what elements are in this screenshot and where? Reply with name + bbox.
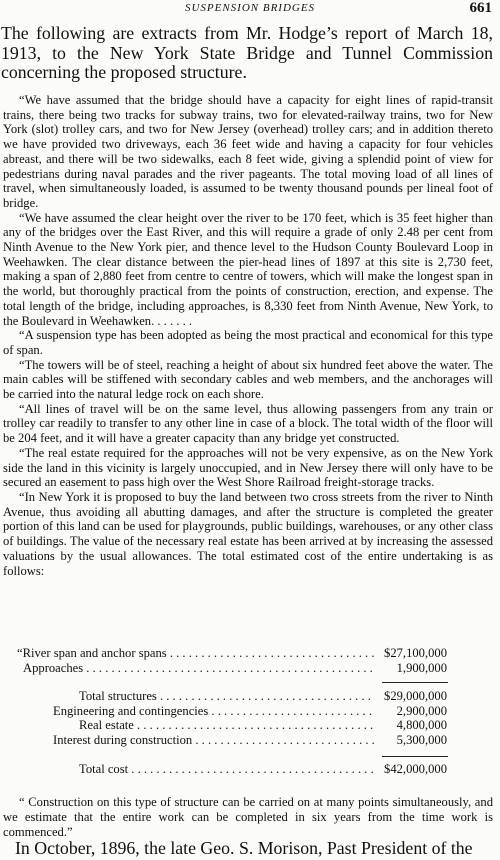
quote-paragraph: “The real estate required for the approaches will not be very expensive, as on the New York side the land in this vicinity is largely unoccupied, and in New Jersey there will only have to be secured an easement to pass high over the West Shore Railroad freight-storage tracks. [3,445,493,490]
cost-label: Total structures . . . [3,689,375,704]
cost-value: $27,100,000 [384,646,447,660]
cost-label: Interest during construction . . . [3,733,375,748]
cost-value: $42,000,000 [384,761,447,776]
quote-paragraph: “All lines of travel will be on the same level, thus allowing passengers from any train or trolley car readily to transfer to any other line in case of a block. The total width of the floor will be 204 feet, and it will have a greater capacity than any bridge yet constructed. [3,401,493,446]
cost-table [3,646,493,776]
cost-value: 2,900,000 [396,703,447,718]
sum-rule [382,682,448,683]
page-number: 661 [469,0,492,16]
running-header [0,0,500,20]
cost-row [3,762,493,777]
cost-value: 1,900,000 [396,660,447,675]
sum-rule [382,756,448,757]
cost-label: Approaches . . . [3,661,375,676]
final-paragraph: In October, 1896, the late Geo. S. Morison, Past President of the [15,838,473,858]
cost-row [3,704,493,719]
cost-label: Real estate . . . [3,718,375,733]
quote-paragraph: “We have assumed that the bridge should have a capacity for eight lines of rapid-transit trains, there being two tracks for subway trains, two for elevated-railway trains, two for New York (slot) trolley cars, and two for New Jersey (overhead) trolley cars; and in addition thereto we have provided two driveways, each 36 feet wide and having a capacity for four vehicles abreast, and there will be two sidewalks, each 8 feet wide, giving a splendid point of view for pedestrians during naval parades and the river pageants. The total moving load of all lines of travel, when simultaneously loaded, is assumed to be twenty thousand pounds per lineal foot of bridge. [3,93,493,210]
cost-label: “River span and anchor spans . . . [3,646,375,661]
report-quote [3,93,493,578]
cost-row [3,661,493,676]
closing-quote [3,795,493,840]
cost-value: 4,800,000 [396,718,447,733]
cost-label: Engineering and contingencies . . . [3,704,375,719]
quote-paragraph: “In New York it is proposed to buy the land between two cross streets from the river to Ninth Avenue, thus avoiding all abutting damages, and after the structure is completed the greater portion of this land can be used for playgrounds, public buildings, warehouses, or any other class of buildings. The value of the necessary real estate has been arrived at by increasing the assessed valuations by the usual allowances. The total estimated cost of the entire undertaking is as follows: [3,489,493,578]
cost-row [3,718,493,733]
cost-label: Total cost . . . [3,762,375,777]
intro-paragraph: The following are extracts from Mr. Hodge’s report of March 18, 1913, to the New York State Bridge and Tunnel Commission concerning the proposed structure. [1,23,493,82]
closing-paragraph: “ Construction on this type of structure can be carried on at many points simultaneously, and we estimate that the entire work can be completed in six years from the time work is commenced.” [3,795,493,839]
cost-value: 5,300,000 [396,732,447,747]
cost-row [3,733,493,748]
cost-value: $29,000,000 [384,689,447,704]
running-title: SUSPENSION BRIDGES [184,2,316,14]
cost-row [3,689,493,704]
quote-paragraph: “The towers will be of steel, reaching a height of about six hundred feet above the water. The main cables will be stiffened with secondary cables and web members, and the anchorages will be carried into the natural ledge rock on each shore. [3,357,493,402]
quote-paragraph: “A suspension type has been adopted as being the most practical and economical for this type of span. [3,328,493,357]
cost-row [3,646,493,661]
quote-paragraph: “We have assumed the clear height over the river to be 170 feet, which is 35 feet higher than any of the bridges over the East River, and this will require a grade of only 2.48 per cent from Ninth Avenue to the New York pier, and thence level to the Hudson County Boulevard Loop in Weehawken. The clear distance between the pier-head lines of 1897 at this site is 2,730 feet, making a span of 2,880 feet from centre to centre of towers, which will make the longest span in the world, but thoroughly practical from the points of construction, erection, and expense. The total length of the bridge, including approaches, is 8,330 feet from Ninth Avenue, New York, to the Boulevard in Weehawken. . . . . . . [3,210,493,328]
